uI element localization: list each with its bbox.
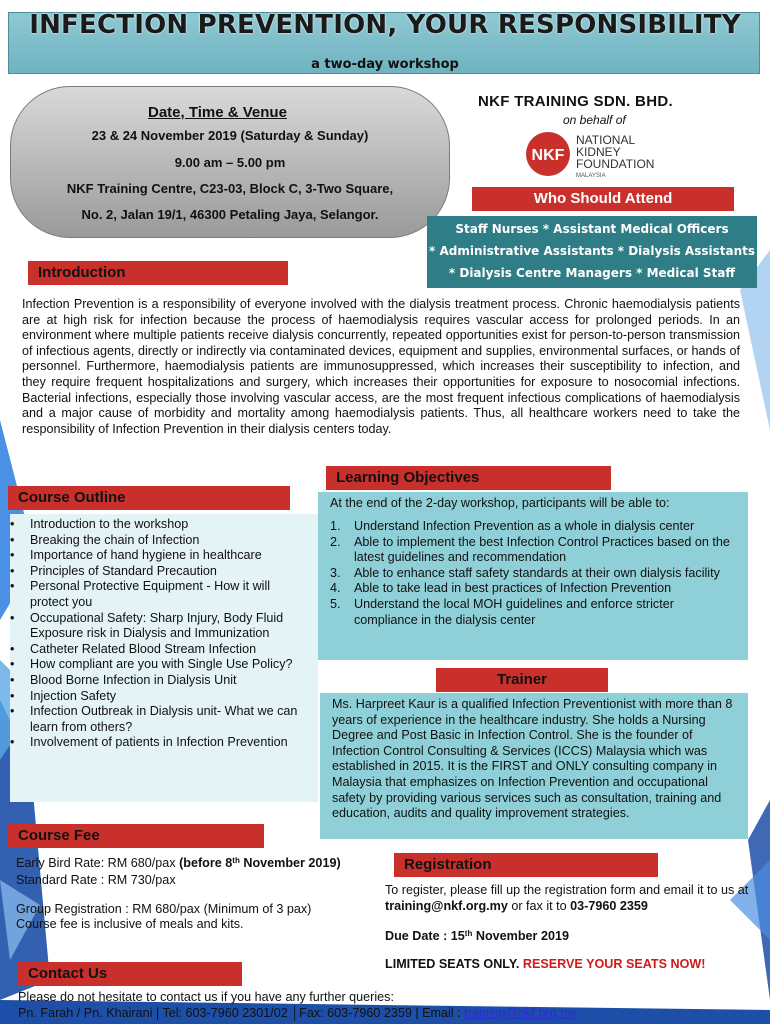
objectives-list: [330, 519, 740, 628]
registration-text: To register, please fill up the registration form and email it to us at training@nkf.org.my or fax it to 03-7960 2359: [385, 883, 749, 913]
page-subtitle: a two-day workshop: [311, 57, 459, 72]
trainer-text: Ms. Harpreet Kaur is a qualified Infection Preventionist with more than 8 years of experience in the healthcare industry. She holds a Nursing Degree and Post Basic in Infection Control. She is the founder of Infection Control Consulting & Services (ICCS) Malaysia which was established in 2015. It is the FIRST and ONLY consulting company in Malaysia that emphasizes on Infection Prevention and occupational safety by providing various services such as consultation, training and education, audits and quality improvement strategies.: [332, 697, 733, 821]
list-item: • Breaking the chain of Infection: [8, 533, 308, 549]
registration-email[interactable]: training@nkf.org.my: [385, 898, 508, 913]
fee-early-bird: Early Bird Rate: RM 680/pax (before 8th November 2019): [16, 856, 341, 870]
list-item: 4. Able to take lead in best practices of Infection Prevention: [330, 581, 672, 596]
svg-text:MALAYSIA: MALAYSIA: [576, 173, 606, 179]
objectives-heading: Learning Objectives: [326, 466, 611, 490]
registration-limited: LIMITED SEATS ONLY. RESERVE YOUR SEATS NOW!: [385, 957, 706, 971]
svg-text:KIDNEY: KIDNEY: [576, 145, 621, 159]
contact-heading: Contact Us: [18, 962, 242, 986]
list-item: 3. Able to enhance staff safety standards at their own dialysis facility: [330, 565, 720, 580]
svg-text:NKF: NKF: [531, 147, 565, 164]
list-item: • Principles of Standard Precaution: [8, 564, 308, 580]
contact-email-link[interactable]: training@nkf.org.my: [464, 1006, 578, 1020]
attend-heading: Who Should Attend: [472, 187, 734, 211]
organizer-name: NKF TRAINING SDN. BHD.: [478, 93, 673, 110]
registration-fax: 03-7960 2359: [570, 898, 648, 913]
fee-inclusive: Course fee is inclusive of meals and kits.: [16, 917, 244, 931]
attend-line-2: * Administrative Assistants * Dialysis Assistants: [429, 244, 755, 258]
contact-line-1: Please do not hesitate to contact us if you have any further queries:: [18, 990, 394, 1004]
list-item: • Catheter Related Blood Stream Infection: [8, 642, 308, 658]
page-title: INFECTION PREVENTION, YOUR RESPONSIBILITY: [29, 10, 741, 40]
introduction-text: Infection Prevention is a responsibility of everyone involved with the dialysis treatment process. Chronic haemodialysis patients are at high risk for infection because the process of haemodialysis requires vascular access for prolonged periods. In an environment where multiple patients receive dialysis concurrently, repeated opportunities exist for person-to-person transmission of infectious agents, directly or indirectly via contaminated devices, equipment and supplies, environmental surfaces, or hands of personnel. Furthermore, haemodialysis patients are immunosuppressed, which increases their susceptibility to infection, and they require frequent hospitalizations and surgery, which increases their opportunities for exposure to nosocomial infections. Bacterial infections, especially those involving vascular access, are the most frequent infectious complications of haemodialysis and a major cause of morbidity and mortality among haemodialysis patients. Thus, all healthcare workers need to take the responsibility of Infection Prevention in their dialysis centers today.: [22, 297, 740, 436]
organizer-on-behalf: on behalf of: [563, 113, 626, 127]
venue-heading: Date, Time & Venue: [148, 104, 287, 121]
venue-time: 9.00 am – 5.00 pm: [174, 155, 286, 170]
list-item: • How compliant are you with Single Use Policy?: [8, 657, 308, 673]
venue-address-line-1: NKF Training Centre, C23-03, Block C, 3-Two Square,: [66, 181, 394, 196]
contact-line-2: Pn. Farah / Pn. Khairani | Tel: 603-7960 2301/02 │Fax: 603-7960 2359 | Email : training@nkf.org.my: [18, 1006, 578, 1020]
svg-text:NATIONAL: NATIONAL: [576, 133, 636, 147]
venue-address-line-2: No. 2, Jalan 19/1, 46300 Petaling Jaya, Selangor.: [81, 207, 379, 222]
attend-line-1: Staff Nurses * Assistant Medical Officers: [455, 222, 729, 236]
fee-standard: Standard Rate : RM 730/pax: [16, 873, 176, 887]
list-item: • Infection Outbreak in Dialysis unit- What we can learn from others?: [8, 704, 308, 735]
fee-heading: Course Fee: [8, 824, 264, 848]
reserve-now-text: RESERVE YOUR SEATS NOW!: [522, 957, 706, 971]
nkf-logo-icon: [524, 130, 684, 180]
fee-group: Group Registration : RM 680/pax (Minimum of 3 pax): [16, 902, 312, 916]
list-item: • Blood Borne Infection in Dialysis Unit: [8, 673, 308, 689]
objectives-intro: At the end of the 2-day workshop, participants will be able to:: [330, 496, 670, 510]
list-item: • Occupational Safety: Sharp Injury, Body Fluid Exposure risk in Dialysis and Immunization: [8, 611, 308, 642]
outline-list: [8, 517, 308, 751]
attend-line-3: * Dialysis Centre Managers * Medical Staff: [448, 266, 736, 280]
svg-text:FOUNDATION: FOUNDATION: [576, 157, 655, 171]
list-item: • Importance of hand hygiene in healthcare: [8, 548, 308, 564]
list-item: • Personal Protective Equipment - How it will protect you: [8, 579, 308, 610]
list-item: • Involvement of patients in Infection Prevention: [8, 735, 308, 751]
list-item: 2. Able to implement the best Infection Control Practices based on the latest guidelines and recommendation: [330, 534, 730, 565]
registration-heading: Registration: [394, 853, 658, 877]
introduction-heading: Introduction: [28, 261, 288, 285]
list-item: • Introduction to the workshop: [8, 517, 308, 533]
list-item: 1. Understand Infection Prevention as a whole in dialysis center: [330, 519, 695, 533]
outline-heading: Course Outline: [8, 486, 290, 510]
trainer-heading: Trainer: [436, 668, 608, 692]
list-item: 5. Understand the local MOH guidelines and enforce stricter compliance in the dialysis center: [330, 596, 674, 627]
registration-due-date: Due Date : 15th November 2019: [385, 929, 569, 943]
venue-date: 23 & 24 November 2019 (Saturday & Sunday): [91, 128, 369, 143]
list-item: • Injection Safety: [8, 689, 308, 705]
